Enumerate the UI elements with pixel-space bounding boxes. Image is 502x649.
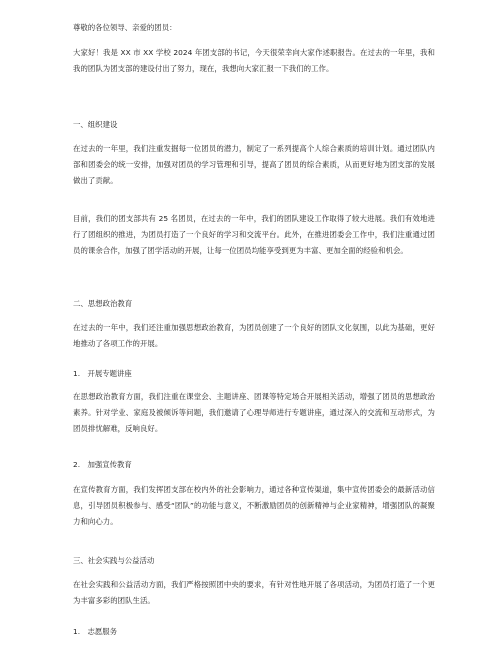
organization-paragraph-2: 目前，我们的团支部共有 25 名团员，在过去的一年中，我们的团队建设工作取得了较大进展。我们有效地进行了团组织的推进，为团员打造了一个良好的学习和交流平台。此外，在推进团委会工作中，我们注重通过团员的课余合作，加强了团学活动的开展，让每一位团员均能享受到更为丰富、更加全面的经验和机会。 xyxy=(73,214,435,255)
lectures-paragraph: 在思想政治教育方面，我们注重在课堂会、主题讲座、团课等特定场合开展相关活动，增强了团员的思想政治素养。针对学业、家庭及被倾诉等问题，我们邀请了心理导师进行专题讲座，通过深入的交流和互动形式，为团员排忧解难，反响良好。 xyxy=(73,392,435,433)
social-practice-paragraph: 在社会实践和公益活动方面，我们严格按照团中央的要求，有针对性地开展了各项活动，为团员打造了一个更为丰富多彩的团队生活。 xyxy=(73,580,435,605)
organization-paragraph-1: 在过去的一年里，我们注重发掘每一位团员的潜力，制定了一系列提高个人综合素质的培训计划。通过团队内部和团委会的统一安排，加强对团员的学习管理和引导，提高了团员的综合素质，从而更好地为团支部的发展做出了贡献。 xyxy=(73,144,435,185)
salutation: 尊敬的各位领导、亲爱的团员： xyxy=(73,23,177,32)
section-heading-social-practice: 三、社会实践与公益活动 xyxy=(73,556,155,565)
intro-paragraph: 大家好！我是 XX 市 XX 学校 2024 年团支部的书记，今天很荣幸向大家作述职报告。在过去的一年里，我和我的团队为团支部的建设付出了努力，现在，我想向大家汇报一下我们的工作。 xyxy=(73,48,435,73)
subheading-volunteer: 1. 志愿服务 xyxy=(73,627,118,636)
subheading-publicity: 2. 加强宣传教育 xyxy=(73,460,132,469)
publicity-paragraph: 在宣传教育方面，我们发挥团支部在校内外的社会影响力，通过各种宣传渠道，集中宣传团委会的最新活动信息，引导团员积极参与、感受“团队”的功能与意义，不断激励团员的创新精神与企业家精神，增强团队的凝聚力和向心力。 xyxy=(73,485,435,526)
subheading-lectures: 1. 开展专题讲座 xyxy=(73,369,132,378)
ideology-paragraph: 在过去的一年中，我们还注重加强思想政治教育，为团员创建了一个良好的团队文化氛围，以此为基础，更好地推动了各项工作的开展。 xyxy=(73,323,435,348)
section-heading-ideology: 二、思想政治教育 xyxy=(73,299,133,308)
section-heading-organization: 一、组织建设 xyxy=(73,120,118,129)
